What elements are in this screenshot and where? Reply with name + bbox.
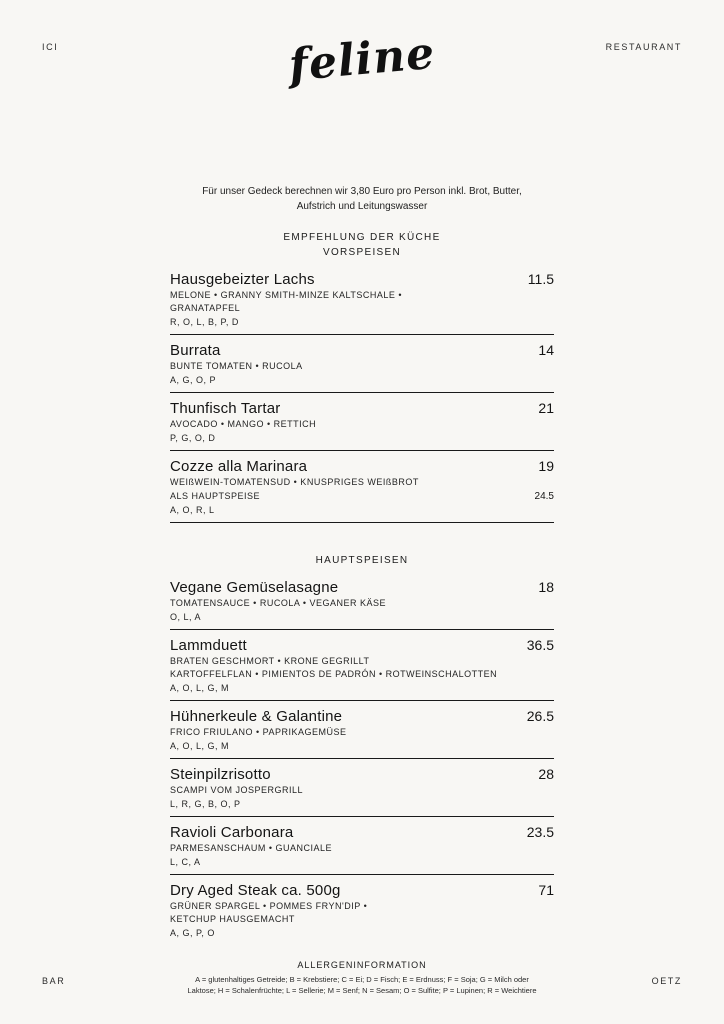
- corner-label-oetz: OETZ: [651, 976, 682, 986]
- menu-item: [170, 630, 554, 701]
- item-desc-line: TOMATENSAUCE • RUCOLA • VEGANER KÄSE: [170, 598, 387, 608]
- corner-label-restaurant: RESTAURANT: [605, 42, 682, 52]
- restaurant-logo: feline: [286, 27, 438, 92]
- item-name: Vegane Gemüselasagne: [170, 579, 339, 596]
- menu-item-head: [170, 883, 554, 898]
- item-name: Hausgebeizter Lachs: [170, 271, 315, 288]
- item-descriptions: [170, 360, 554, 373]
- item-price: 14: [538, 342, 554, 358]
- menu-item-head: [170, 343, 554, 358]
- item-allergens: A, G, P, O: [170, 928, 215, 938]
- item-name: Hühnerkeule & Galantine: [170, 708, 343, 725]
- menu-item: [170, 817, 554, 875]
- item-desc-line: KARTOFFELFLAN • PIMIENTOS DE PADRÓN • ROTWEINSCHALOTTEN: [170, 669, 498, 679]
- item-descriptions: [170, 842, 554, 855]
- allergen-info-line2: Laktose; H = Schalenfrüchte; L = Sellerie; M = Senf; N = Sesam; O = Sulfite; P = Lupinen; R = Weichtiere: [187, 986, 537, 995]
- item-descriptions: [170, 726, 554, 739]
- corner-label-bar: BAR: [42, 976, 66, 986]
- item-price: 11.5: [527, 271, 554, 287]
- item-extra: [170, 490, 554, 503]
- gedeck-note: [170, 184, 554, 214]
- item-name: Steinpilzrisotto: [170, 766, 271, 783]
- item-desc-line: SCAMPI VOM JOSPERGRILL: [170, 785, 304, 795]
- menu-item: [170, 875, 554, 945]
- item-name: Burrata: [170, 342, 221, 359]
- allergen-info: [170, 959, 554, 996]
- menu-section: [170, 230, 554, 523]
- allergen-info-text: [170, 974, 554, 996]
- item-descriptions: [170, 597, 554, 610]
- menu-item-head: [170, 825, 554, 840]
- item-descriptions: [170, 418, 554, 431]
- item-name: Ravioli Carbonara: [170, 824, 294, 841]
- item-desc-line: MELONE • GRANNY SMITH-MINZE KALTSCHALE •: [170, 290, 403, 300]
- item-price: 18: [538, 579, 554, 595]
- item-desc-line: GRANATAPFEL: [170, 303, 241, 313]
- section-heading: [170, 230, 554, 260]
- item-price: 28: [538, 766, 554, 782]
- item-name: Dry Aged Steak ca. 500g: [170, 882, 341, 899]
- item-allergens: A, O, L, G, M: [170, 741, 230, 751]
- item-desc-line: FRICO FRIULANO • PAPRIKAGEMÜSE: [170, 727, 347, 737]
- menu-item: [170, 701, 554, 759]
- menu-item-head: [170, 459, 554, 474]
- menu-item: [170, 335, 554, 393]
- section-heading-line: EMPFEHLUNG DER KÜCHE: [283, 232, 441, 243]
- menu-item-head: [170, 401, 554, 416]
- menu-item-head: [170, 580, 554, 595]
- menu-section: [170, 553, 554, 945]
- menu-content: [170, 184, 554, 996]
- item-name: Lammduett: [170, 637, 247, 654]
- item-allergens: O, L, A: [170, 612, 202, 622]
- menu-item-head: [170, 272, 554, 287]
- gedeck-note-line1: Für unser Gedeck berechnen wir 3,80 Euro pro Person inkl. Brot, Butter,: [202, 186, 522, 197]
- section-heading-line: HAUPTSPEISEN: [315, 555, 409, 566]
- menu-item: [170, 759, 554, 817]
- menu-item: [170, 272, 554, 335]
- item-price: 23.5: [526, 824, 554, 840]
- item-descriptions: [170, 900, 554, 926]
- allergen-info-title: ALLERGENINFORMATION: [297, 960, 427, 970]
- item-desc-line: BRATEN GESCHMORT • KRONE GEGRILLT: [170, 656, 370, 666]
- menu-item-list: [170, 580, 554, 945]
- item-desc-line: BUNTE TOMATEN • RUCOLA: [170, 361, 303, 371]
- item-desc-line: GRÜNER SPARGEL • POMMES FRYN'DIP •: [170, 901, 368, 911]
- item-price: 26.5: [526, 708, 554, 724]
- menu-item: [170, 393, 554, 451]
- item-allergens: A, O, R, L: [170, 505, 215, 515]
- allergen-info-line1: A = glutenhaltiges Getreide; B = Krebstiere; C = Ei; D = Fisch; E = Erdnuss; F = Soja; G = Milch oder: [195, 975, 529, 984]
- item-allergens: R, O, L, B, P, D: [170, 317, 239, 327]
- item-desc-line: PARMESANSCHAUM • GUANCIALE: [170, 843, 333, 853]
- item-descriptions: [170, 784, 554, 797]
- item-extra-label: ALS HAUPTSPEISE: [170, 491, 261, 501]
- menu-item: [170, 451, 554, 523]
- item-desc-line: WEIßWEIN-TOMATENSUD • KNUSPRIGES WEIßBROT: [170, 477, 419, 487]
- item-allergens: L, R, G, B, O, P: [170, 799, 241, 809]
- item-descriptions: [170, 655, 554, 681]
- item-desc-line: AVOCADO • MANGO • RETTICH: [170, 419, 317, 429]
- menu-item-head: [170, 709, 554, 724]
- menu-item-list: [170, 272, 554, 523]
- item-price: 36.5: [526, 637, 554, 653]
- item-name: Cozze alla Marinara: [170, 458, 308, 475]
- menu-item-head: [170, 767, 554, 782]
- item-price: 21: [538, 400, 554, 416]
- section-heading: [170, 553, 554, 568]
- item-name: Thunfisch Tartar: [170, 400, 281, 417]
- item-extra-price: 24.5: [534, 491, 554, 502]
- item-descriptions: [170, 289, 554, 315]
- menu-item: [170, 580, 554, 630]
- item-allergens: P, G, O, D: [170, 433, 216, 443]
- section-heading-line: VORSPEISEN: [322, 247, 402, 258]
- item-allergens: A, G, O, P: [170, 375, 217, 385]
- corner-label-ici: ICI: [42, 42, 59, 52]
- item-desc-line: KETCHUP HAUSGEMACHT: [170, 914, 295, 924]
- gedeck-note-line2: Aufstrich und Leitungswasser: [296, 201, 428, 212]
- item-descriptions: [170, 476, 554, 489]
- item-allergens: A, O, L, G, M: [170, 683, 230, 693]
- item-price: 19: [538, 458, 554, 474]
- menu-sections: [170, 230, 554, 945]
- item-price: 71: [538, 882, 554, 898]
- menu-item-head: [170, 638, 554, 653]
- item-allergens: L, C, A: [170, 857, 201, 867]
